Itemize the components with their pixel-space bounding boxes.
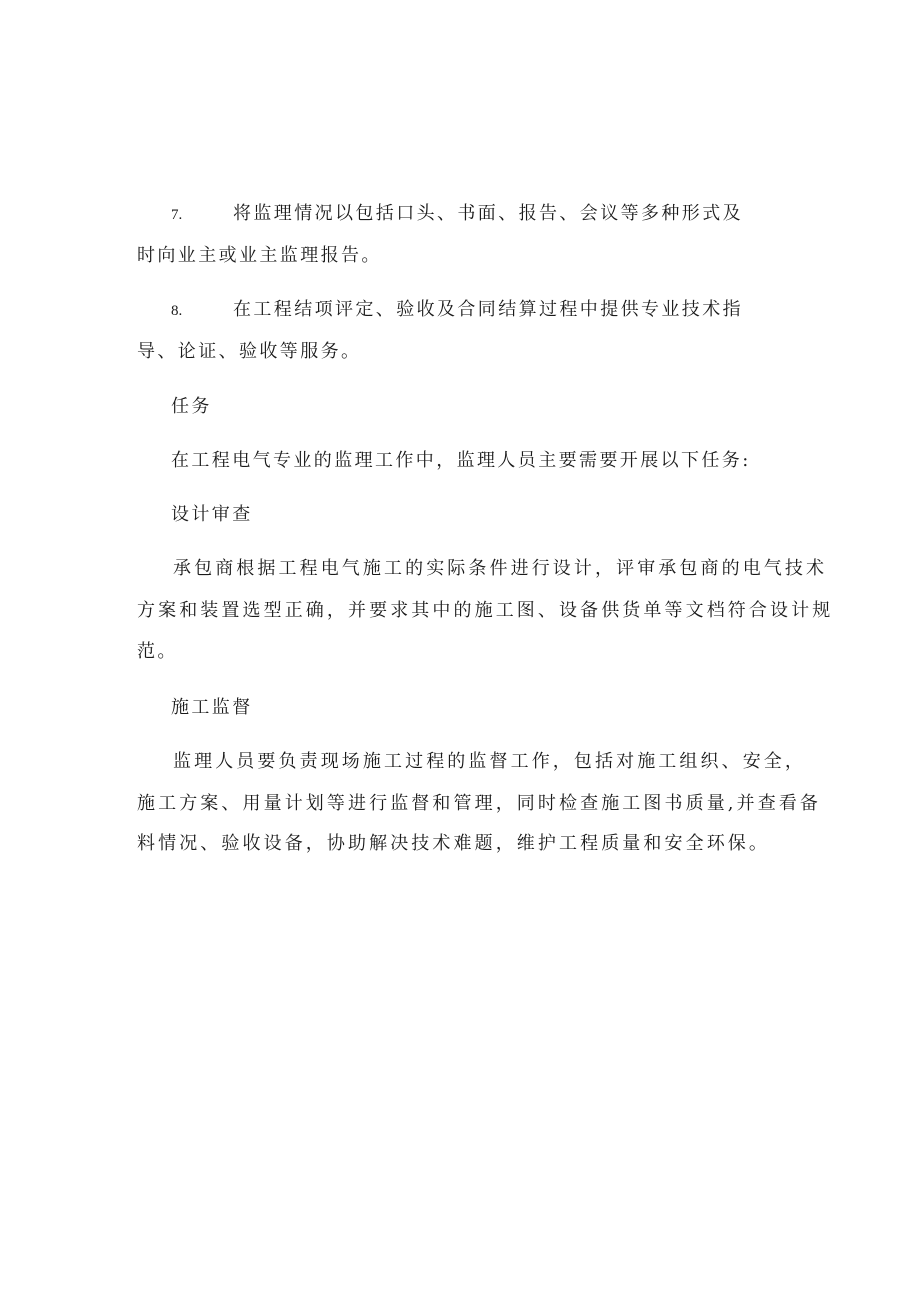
item-8-number: 8.	[171, 303, 183, 319]
item-8-line-1: 在工程结项评定、验收及合同结算过程中提供专业技术指	[233, 299, 743, 320]
construction-para-line-1: 监理人员要负责现场施工过程的监督工作，包括对施工组织、安全，	[173, 751, 806, 772]
heading-design-review: 设计审查	[171, 504, 253, 525]
item-7-line-2: 时向业主或业主监理报告。	[137, 245, 382, 266]
design-para-line-1: 承包商根据工程电气施工的实际条件进行设计，评审承包商的电气技术	[173, 558, 828, 579]
construction-para-line-3: 料情况、验收设备，协助解决技术难题，维护工程质量和安全环保。	[137, 833, 770, 854]
item-7-number: 7.	[171, 207, 183, 223]
intro-paragraph: 在工程电气专业的监理工作中，监理人员主要需要开展以下任务:	[171, 450, 751, 471]
heading-construction-supervision: 施工监督	[171, 697, 253, 718]
design-para-line-2: 方案和装置选型正确，并要求其中的施工图、设备供货单等文档符合设计规	[137, 600, 834, 621]
heading-tasks: 任务	[171, 396, 212, 417]
item-8-line-2: 导、论证、验收等服务。	[137, 341, 362, 362]
design-para-line-3: 范。	[137, 641, 178, 662]
construction-para-line-2: 施工方案、用量计划等进行监督和管理，同时检查施工图书质量,并查看备	[137, 793, 822, 814]
item-7-line-1: 将监理情况以包括口头、书面、报告、会议等多种形式及	[233, 203, 743, 224]
